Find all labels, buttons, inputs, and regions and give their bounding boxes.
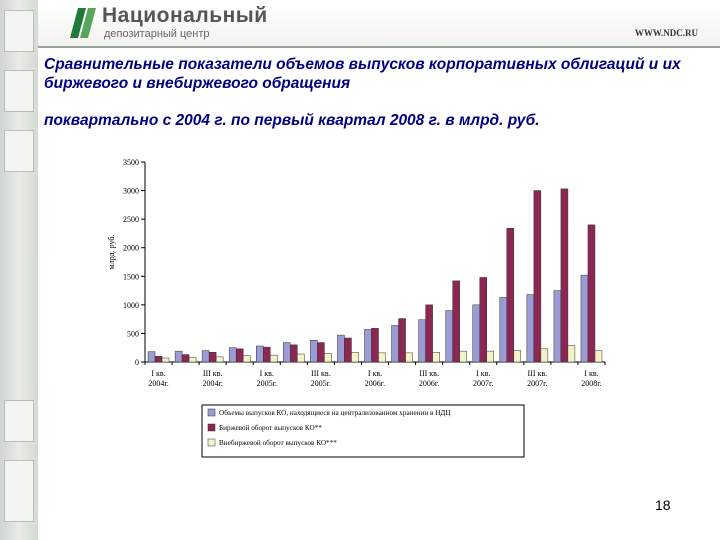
- bar-series3: [379, 353, 386, 362]
- bar-series3: [541, 349, 548, 362]
- x-tick-label: I кв.: [476, 369, 491, 378]
- building-window: [4, 460, 34, 522]
- legend-label: Биржевой оборот выпусков КО**: [219, 424, 322, 432]
- header-divider: [38, 46, 720, 48]
- bar-series2: [236, 349, 243, 362]
- building-window: [4, 130, 34, 172]
- page-number: 18: [655, 497, 671, 513]
- x-tick-label: I кв.: [367, 369, 383, 378]
- bar-series1: [419, 320, 426, 362]
- brand-name: Национальный: [102, 4, 268, 27]
- bar-series3: [595, 351, 602, 362]
- bar-series2: [155, 356, 162, 362]
- ndc-logo-icon: [66, 4, 100, 40]
- x-tick-label: 2008г.: [581, 379, 602, 388]
- bar-series2: [344, 338, 351, 362]
- bar-series1: [175, 351, 182, 362]
- bar-series3: [433, 352, 440, 362]
- legend-swatch: [208, 409, 215, 416]
- bar-series2: [453, 281, 460, 362]
- y-tick-label: 1500: [123, 272, 139, 282]
- y-tick-label: 1000: [123, 300, 139, 310]
- bar-series3: [189, 357, 196, 362]
- bar-series3: [162, 358, 169, 362]
- bar-series2: [588, 225, 595, 362]
- bar-series2: [290, 345, 297, 362]
- bar-series1: [256, 346, 263, 362]
- bar-series1: [473, 305, 480, 362]
- x-tick-label: I кв.: [259, 369, 274, 378]
- bar-series3: [297, 354, 304, 362]
- x-tick-label: 2006г.: [364, 379, 386, 388]
- bar-series3: [568, 345, 575, 362]
- bar-series3: [351, 352, 358, 362]
- bar-series2: [534, 191, 541, 362]
- bar-series3: [487, 351, 494, 362]
- bar-series2: [507, 228, 514, 362]
- bar-series2: [209, 352, 216, 362]
- y-tick-label: 2000: [123, 243, 139, 253]
- x-tick-label: 2006г.: [418, 379, 440, 388]
- x-tick-label: III кв.: [527, 369, 548, 378]
- x-tick-label: III кв.: [202, 369, 223, 378]
- brand-subtitle: депозитарный центр: [104, 28, 210, 40]
- bar-series3: [243, 356, 250, 362]
- bar-series1: [365, 329, 372, 362]
- bar-series1: [500, 297, 507, 362]
- bar-series3: [460, 351, 467, 362]
- x-tick-label: III кв.: [419, 369, 439, 378]
- bar-series2: [317, 343, 324, 362]
- bar-series1: [310, 340, 317, 362]
- bar-series3: [514, 351, 521, 362]
- bar-series2: [561, 189, 568, 362]
- bar-series1: [229, 348, 236, 362]
- legend-swatch: [208, 424, 215, 431]
- bar-series2: [182, 355, 189, 362]
- slide-subtitle: поквартально с 2004 г. по первый квартал 2008 г. в млрд. руб.: [44, 112, 540, 129]
- x-tick-label: 2007г.: [473, 379, 494, 388]
- bar-series1: [527, 295, 534, 362]
- y-tick-label: 3000: [123, 186, 139, 196]
- bar-series3: [406, 353, 413, 362]
- x-tick-label: I кв.: [584, 369, 599, 378]
- bar-series1: [392, 325, 399, 362]
- bar-series2: [372, 328, 379, 362]
- site-url: WWW.NDC.RU: [634, 28, 698, 38]
- x-tick-label: III кв.: [311, 369, 331, 378]
- building-window: [4, 70, 34, 112]
- bar-series2: [480, 277, 487, 362]
- x-tick-label: 2004г.: [202, 379, 223, 388]
- bar-series1: [202, 351, 209, 362]
- slide-title: Сравнительные показатели объемов выпусков корпоративных облигаций и их биржевого и внебиржевого обращения: [44, 56, 681, 92]
- y-tick-label: 500: [127, 329, 139, 339]
- bar-series3: [270, 355, 277, 362]
- legend-swatch: [208, 439, 215, 446]
- bar-series1: [283, 343, 290, 362]
- building-window: [4, 10, 34, 52]
- y-tick-label: 0: [135, 358, 139, 367]
- bar-series1: [581, 275, 588, 362]
- bar-series2: [399, 319, 406, 362]
- x-tick-label: I кв.: [151, 369, 166, 378]
- y-tick-label: 3500: [123, 158, 139, 167]
- decorative-building-strip: [0, 0, 38, 540]
- bar-series1: [337, 335, 344, 362]
- building-window: [4, 400, 34, 442]
- legend-label: Объемы выпусков КО, находящиеся на централизованном хранении в НДЦ: [219, 409, 451, 417]
- y-axis-label: млрд. руб.: [107, 234, 116, 270]
- bar-series2: [426, 305, 433, 362]
- bar-chart: [100, 150, 620, 470]
- bar-series1: [446, 311, 453, 362]
- x-tick-label: 2007г.: [527, 379, 548, 388]
- bar-series3: [216, 357, 223, 362]
- bar-series1: [554, 291, 561, 362]
- bar-series1: [148, 352, 155, 362]
- bar-series2: [263, 347, 270, 362]
- x-tick-label: 2005г.: [256, 379, 277, 388]
- x-tick-label: 2005г.: [310, 379, 332, 388]
- legend-label: Внебиржевой оборот выпусков КО***: [219, 439, 337, 447]
- y-tick-label: 2500: [123, 215, 139, 225]
- bar-series3: [324, 353, 331, 362]
- x-tick-label: 2004г.: [148, 379, 169, 388]
